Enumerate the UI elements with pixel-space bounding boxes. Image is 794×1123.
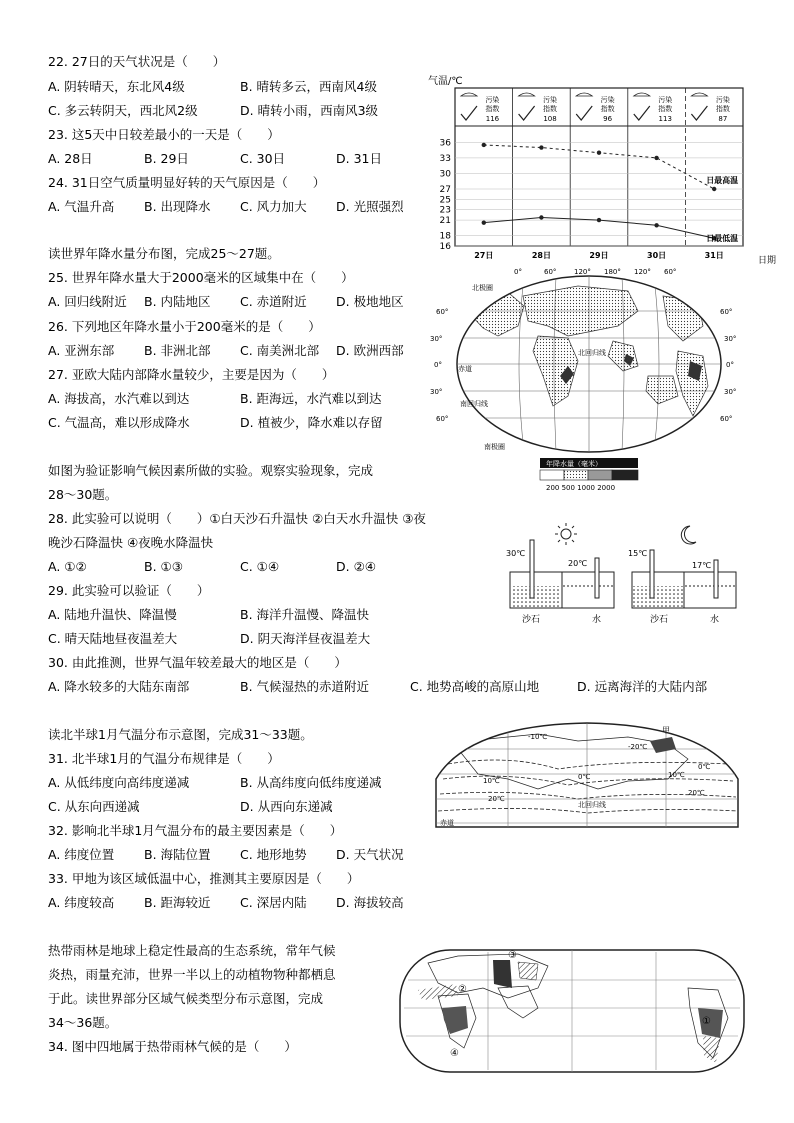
q28-option-b[interactable]: B. ①③ [144,559,183,574]
weather-chart-xlabel: 日期 [758,256,777,266]
svg-text:②: ② [458,984,467,995]
precip-legend [540,458,638,492]
intro-34-36-line1: 热带雨林是地球上稳定性最高的生态系统，常年气候 [48,943,336,958]
data-point [654,156,658,160]
intro-28-30-line2: 28～30题。 [48,487,118,502]
q31-option-b[interactable]: B. 从高纬度向低纬度递减 [240,775,382,790]
wind-icon [576,106,592,120]
q29-option-a[interactable]: A. 陆地升温快、降温慢 [48,607,177,622]
svg-text:0℃: 0℃ [578,773,591,781]
q30-option-c[interactable]: C. 地势高峻的高原山地 [410,679,540,694]
q26-option-c[interactable]: C. 南美洲北部 [240,343,320,358]
y-tick-label: 21 [439,216,451,227]
intro-34-36-line4: 34～36题。 [48,1015,118,1030]
q27-option-b[interactable]: B. 距海远，水汽难以到达 [240,391,382,406]
q28-option-d[interactable]: D. ②④ [336,559,376,574]
q23-stem: 23. 这5天中日较差最小的一天是（ ） [48,127,280,142]
intro-28-30-line1: 如图为验证影响气候因素所做的实验。观察实验现象，完成 [48,463,374,478]
q33-option-d[interactable]: D. 海拔较高 [336,895,404,910]
svg-text:60°: 60° [436,415,449,423]
q24-option-b[interactable]: B. 出现降水 [144,199,211,214]
x-tick-label: 28日 [531,251,551,260]
pollution-index-value: 113 [658,115,672,123]
map-lat-labels-right [720,308,736,423]
svg-text:20℃: 20℃ [568,559,588,568]
svg-text:200 500 1000 2000: 200 500 1000 2000 [546,484,616,492]
y-tick-label: 27 [439,185,451,195]
weather-symbols-row [461,93,730,123]
region-east-asia [518,962,538,980]
svg-text:17℃: 17℃ [692,561,712,570]
q22-option-b[interactable]: B. 晴转多云，西南风4级 [240,79,377,94]
weather-chart-y-ticks [440,138,452,252]
cloud-icon [691,93,707,96]
q27-option-a[interactable]: A. 海拔高，水汽难以到达 [48,391,190,406]
q30-option-a[interactable]: A. 降水较多的大陆东南部 [48,679,190,694]
data-point [482,220,486,224]
q24-option-d[interactable]: D. 光照强烈 [336,199,404,214]
pollution-label: 污染 [600,96,615,104]
q33-option-a[interactable]: A. 纬度较高 [48,895,115,910]
svg-text:-20℃: -20℃ [628,743,648,751]
svg-text:180°: 180° [604,268,621,276]
svg-text:赤道: 赤道 [440,819,454,827]
svg-text:-10℃: -10℃ [528,733,548,741]
pollution-label: 指数 [715,105,730,113]
q33-option-c[interactable]: C. 深居内陆 [240,895,307,910]
svg-text:水: 水 [592,615,602,625]
thermometer-water-day [595,558,599,598]
q32-option-d[interactable]: D. 天气状况 [336,847,404,862]
map-lat-labels-left [430,308,448,423]
cloud-icon [461,93,477,96]
svg-text:南回归线: 南回归线 [460,400,488,408]
q32-stem: 32. 影响北半球1月气温分布的最主要因素是（ ） [48,823,343,838]
svg-text:60°: 60° [720,415,733,423]
q26-stem: 26. 下列地区年降水量小于200毫米的是（ ） [48,319,321,334]
q26-option-a[interactable]: A. 亚洲东部 [48,343,115,358]
weather-chart-x-ticks [474,251,724,260]
q29-option-c[interactable]: C. 晴天陆地昼夜温差大 [48,631,178,646]
q30-stem: 30. 由此推测，世界气温年较差最大的地区是（ ） [48,655,347,670]
q28-option-c[interactable]: C. ①④ [240,559,280,574]
svg-text:30°: 30° [724,335,737,343]
q25-option-a[interactable]: A. 回归线附近 [48,294,127,309]
svg-text:水: 水 [710,615,720,625]
svg-text:北极圈: 北极圈 [472,284,493,292]
svg-text:0°: 0° [726,361,734,369]
pollution-label: 指数 [543,105,558,113]
svg-text:30℃: 30℃ [506,549,526,558]
q30-option-d[interactable]: D. 远离海洋的大陆内部 [577,679,708,694]
svg-text:0°: 0° [514,268,522,276]
svg-text:北回归线: 北回归线 [578,349,606,357]
moon-icon [681,526,696,544]
climate-types-map [398,948,746,1074]
svg-text:沙石: 沙石 [522,615,541,625]
q25-stem: 25. 世界年降水量大于2000毫米的区域集中在（ ） [48,270,354,285]
wind-icon [461,106,477,120]
x-tick-label: 31日 [704,251,724,260]
pollution-index-value: 108 [543,115,557,123]
sun-icon [555,523,577,545]
q28-stem-line1: 28. 此实验可以说明（ ）①白天沙石升温快 ②白天水升温快 ③夜 [48,511,426,526]
svg-text:0°: 0° [434,361,442,369]
pollution-label: 污染 [658,96,673,104]
y-tick-label: 30 [439,169,451,180]
weather-chart [425,70,777,266]
data-point [539,145,543,149]
q25-option-d[interactable]: D. 极地地区 [336,294,404,309]
region-south-asia [493,960,512,988]
svg-text:60°: 60° [664,268,677,276]
pollution-index-value: 116 [485,115,500,123]
q32-option-b[interactable]: B. 海陆位置 [144,847,211,862]
q32-option-a[interactable]: A. 纬度位置 [48,847,115,862]
q31-option-c[interactable]: C. 从东向西递减 [48,799,140,814]
q33-stem: 33. 甲地为该区域低温中心，推测其主要原因是（ ） [48,871,360,886]
svg-text:60°: 60° [720,308,733,316]
q26-option-d[interactable]: D. 欧洲西部 [336,343,404,358]
q29-option-b[interactable]: B. 海洋升温慢、降温快 [240,607,370,622]
svg-text:30°: 30° [430,388,443,396]
map-lon-labels [514,268,676,276]
q34-stem: 34. 图中四地属于热带雨林气候的是（ ） [48,1039,297,1054]
pollution-label: 污染 [543,96,558,104]
data-point [712,187,716,191]
thermometer-sand-day [530,540,534,598]
intro-25-27: 读世界年降水量分布图，完成25～27题。 [48,246,280,261]
data-point [597,151,601,155]
svg-text:10℃: 10℃ [483,777,500,785]
series-label: 日最高温 [706,176,739,185]
cloud-icon [576,93,592,96]
q22-option-c[interactable]: C. 多云转阴天，西北风2级 [48,103,198,118]
q31-option-a[interactable]: A. 从低纬度向高纬度递减 [48,775,190,790]
data-point [539,215,543,219]
data-point [482,143,486,147]
svg-text:①: ① [702,1016,711,1027]
svg-text:赤道: 赤道 [458,365,472,373]
q24-option-c[interactable]: C. 风力加大 [240,199,307,214]
q23-option-d[interactable]: D. 31日 [336,151,382,166]
svg-text:甲: 甲 [662,726,670,735]
q23-option-c[interactable]: C. 30日 [240,151,286,166]
pollution-label: 污染 [485,96,500,104]
q27-option-c[interactable]: C. 气温高，难以形成降水 [48,415,190,430]
q22-option-d[interactable]: D. 晴转小雨，西南风3级 [240,103,379,118]
weather-chart-ylabel: 气温/℃ [428,76,463,87]
q32-option-c[interactable]: C. 地形地势 [240,847,307,862]
x-tick-label: 27日 [474,251,494,260]
q23-option-b[interactable]: B. 29日 [144,151,189,166]
svg-text:20℃: 20℃ [488,795,505,803]
data-point [597,218,601,222]
wind-icon [634,106,650,120]
y-tick-label: 18 [439,231,451,242]
pollution-label: 指数 [658,105,673,113]
svg-text:南极圈: 南极圈 [484,443,505,451]
svg-text:20℃: 20℃ [688,789,705,797]
svg-text:60°: 60° [544,268,557,276]
svg-text:北回归线: 北回归线 [578,801,606,809]
q23-option-a[interactable]: A. 28日 [48,151,93,166]
svg-text:④: ④ [450,1048,459,1059]
q30-option-b[interactable]: B. 气候湿热的赤道附近 [240,679,370,694]
q31-stem: 31. 北半球1月的气温分布规律是（ ） [48,751,280,766]
y-tick-label: 23 [439,205,451,216]
pollution-label: 污染 [715,96,730,104]
q24-option-a[interactable]: A. 气温升高 [48,199,115,214]
x-tick-label: 30日 [647,251,667,260]
svg-text:10℃: 10℃ [668,771,685,779]
q22-stem: 22. 27日的天气状况是（ ） [48,54,226,69]
q25-option-c[interactable]: C. 赤道附近 [240,294,307,309]
svg-text:30°: 30° [430,335,443,343]
y-tick-label: 36 [439,138,451,149]
intro-34-36-line3: 于此。读世界部分区域气候类型分布示意图，完成 [48,991,324,1006]
wind-icon [519,106,535,120]
q33-option-b[interactable]: B. 距海较近 [144,895,211,910]
thermometer-water-night [714,560,718,598]
cloud-icon [519,93,535,96]
svg-text:年降水量（毫米）: 年降水量（毫米） [546,460,602,468]
wind-icon [691,106,707,120]
pollution-index-value: 96 [603,115,613,123]
q31-option-d[interactable]: D. 从西向东递减 [240,799,333,814]
svg-text:30°: 30° [724,388,737,396]
svg-text:60°: 60° [436,308,449,316]
y-tick-label: 25 [439,195,451,206]
series-label: 日最低温 [706,234,739,244]
svg-text:0℃: 0℃ [698,763,711,771]
q27-stem: 27. 亚欧大陆内部降水量较少，主要是因为（ ） [48,367,335,382]
pollution-label: 指数 [600,105,615,113]
data-point [654,223,658,227]
svg-text:15℃: 15℃ [628,549,648,558]
y-tick-label: 33 [439,153,451,164]
q25-option-b[interactable]: B. 内陆地区 [144,294,211,309]
svg-text:沙石: 沙石 [650,615,669,625]
q27-option-d[interactable]: D. 植被少，降水难以存留 [240,415,383,430]
q28-stem-line2: 晚沙石降温快 ④夜晚水降温快 [48,535,214,550]
svg-text:120°: 120° [574,268,591,276]
q22-option-a[interactable]: A. 阴转晴天，东北风4级 [48,79,185,94]
q28-option-a[interactable]: A. ①② [48,559,87,574]
cloud-icon [634,93,650,96]
precipitation-world-map [428,266,746,496]
q24-stem: 24. 31日空气质量明显好转的天气原因是（ ） [48,175,326,190]
q29-option-d[interactable]: D. 阴天海洋昼夜温差大 [240,631,371,646]
pollution-label: 指数 [485,105,500,113]
x-tick-label: 29日 [589,251,609,260]
svg-text:③: ③ [508,950,517,961]
intro-31-33: 读北半球1月气温分布示意图，完成31～33题。 [48,727,313,742]
intro-34-36-line2: 炎热，雨量充沛，世界一半以上的动植物物种都栖息 [48,967,336,982]
y-tick-label: 16 [439,242,451,252]
pollution-index-value: 87 [718,115,728,123]
svg-text:120°: 120° [634,268,651,276]
q29-stem: 29. 此实验可以验证（ ） [48,583,210,598]
sand-water-experiment [500,520,750,630]
january-temperature-map [428,719,746,829]
q26-option-b[interactable]: B. 非洲北部 [144,343,211,358]
thermometer-sand-night [650,550,654,598]
